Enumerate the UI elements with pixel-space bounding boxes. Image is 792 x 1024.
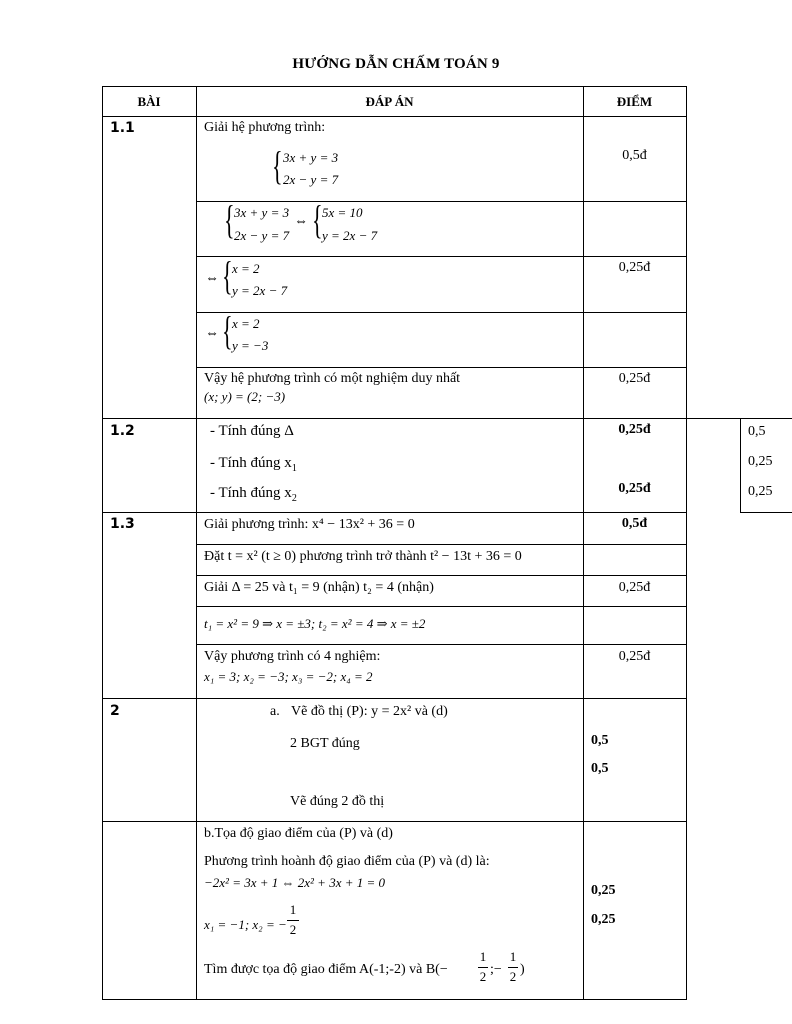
frac-den: 2 (289, 922, 297, 937)
frac-num: 1 (289, 902, 297, 917)
r12-diem1: 0,25đ (618, 422, 651, 437)
r2-a-label: a. (270, 704, 280, 719)
r11-diem5: 0,25đ (618, 371, 651, 386)
bai-1-2: 1.2 (110, 423, 135, 439)
equiv-arrow: ⇔ (205, 326, 219, 341)
side-score-2: 0,25 (748, 454, 773, 469)
r11-diem3: 0,25đ (618, 260, 651, 275)
frac-den: 2 (479, 969, 487, 984)
r12-diem3: 0,25đ (618, 481, 651, 496)
r11-step4-2: y = −3 (232, 338, 269, 353)
r2-a-text: Vẽ đồ thị (P): y = 2x² và (d) (291, 704, 448, 719)
r11-step3-1: x = 2 (232, 261, 260, 276)
side-score-3: 0,25 (748, 484, 773, 499)
frac-den: 2 (509, 969, 517, 984)
r11-conclusion-1: Vậy hệ phương trình có một nghiệm duy nhất (204, 371, 461, 386)
r11-intro: Giải hệ phương trình: (204, 120, 326, 135)
r13-conclusion-1: Vậy phương trình có 4 nghiệm: (204, 649, 381, 664)
r13-diem3: 0,25đ (618, 580, 651, 595)
brace-sys1: { (272, 143, 283, 188)
r2-b-eq: −2x² = 3x + 1 ⇔ 2x² + 3x + 1 = 0 (204, 875, 386, 890)
brace-step4: { (222, 308, 233, 353)
r13-dat: Đặt t = x² (t ≥ 0) phương trình trở thành t² − 13t + 36 = 0 (204, 549, 522, 564)
frac-bar (287, 920, 299, 921)
brace-step3: { (222, 253, 233, 298)
r11-step2-a2: 2x − y = 7 (234, 228, 290, 243)
r11-conclusion-2: (x; y) = (2; −3) (204, 389, 286, 404)
frac-num: 1 (479, 949, 487, 964)
header-dap-an: ĐÁP ÁN (365, 94, 414, 109)
header-bai: BÀI (137, 94, 161, 109)
frac-bar (478, 967, 488, 968)
brace-step2b: { (312, 197, 323, 242)
r13-back-substitution: t₁ = x² = 9 ⇒ x = ±3; t₂ = x² = 4 ⇒ x = ±2 (204, 616, 426, 631)
side-score-1: 0,5 (748, 424, 766, 439)
r11-diem1: 0,5đ (622, 148, 647, 163)
r2-b-final-mid: ;− (490, 962, 502, 977)
r13-giai: Giải Δ = 25 và t₁ = 9 (nhận) t₂ = 4 (nhận) (204, 580, 434, 595)
r2-b-roots: x₁ = −1; x₂ = − (204, 917, 287, 932)
bai-1-3: 1.3 (110, 516, 135, 532)
r12-item1: - Tính đúng Δ (210, 423, 294, 439)
frac-num: 1 (509, 949, 517, 964)
r11-step2-b1: 5x = 10 (322, 205, 363, 220)
r2-bgt: 2 BGT đúng (290, 736, 360, 751)
bai-2: 2 (110, 703, 120, 719)
r2-b-final: Tìm được tọa độ giao điểm A(-1;-2) và B(− (204, 962, 448, 977)
r11-step2-a1: 3x + y = 3 (234, 205, 290, 220)
r2-diem-a2: 0,5 (591, 761, 609, 776)
r2-diem-a1: 0,5 (591, 733, 609, 748)
r2-b-title: b.Tọa độ giao điểm của (P) và (d) (204, 826, 393, 841)
r11-step4-1: x = 2 (232, 316, 260, 331)
r11-step3-2: y = 2x − 7 (232, 283, 288, 298)
frac-bar (508, 967, 518, 968)
equiv-arrow: ⇔ (294, 214, 308, 229)
equiv-arrow: ⇔ (205, 271, 219, 286)
r13-diem1: 0,5đ (621, 516, 648, 531)
r11-sys1-line1: 3x + y = 3 (283, 150, 339, 165)
r2-b-final-end: ) (520, 962, 525, 977)
r2-b-pt: Phương trình hoành độ giao điểm của (P) và (d) là: (204, 854, 490, 869)
r11-sys1-line2: 2x − y = 7 (283, 172, 339, 187)
r13-diem5: 0,25đ (618, 649, 651, 664)
r2-diem-b2: 0,25 (591, 912, 616, 927)
r13-conclusion-2: x₁ = 3; x₂ = −3; x₃ = −2; x₄ = 2 (204, 669, 373, 684)
r2-ve: Vẽ đúng 2 đồ thị (290, 794, 385, 809)
r11-step2-b2: y = 2x − 7 (322, 228, 378, 243)
header-diem: ĐIỂM (616, 94, 653, 109)
r12-item3: - Tính đúng $x_2$ (210, 485, 297, 504)
brace-step2a: { (224, 197, 235, 242)
page-title: HƯỚNG DẪN CHẤM TOÁN 9 (292, 56, 500, 72)
r12-item2: - Tính đúng $x_1$ (210, 455, 297, 474)
r2-diem-b1: 0,25 (591, 883, 616, 898)
r13-intro: Giải phương trình: x⁴ − 13x² + 36 = 0 (204, 517, 415, 532)
bai-1-1: 1.1 (110, 120, 135, 136)
